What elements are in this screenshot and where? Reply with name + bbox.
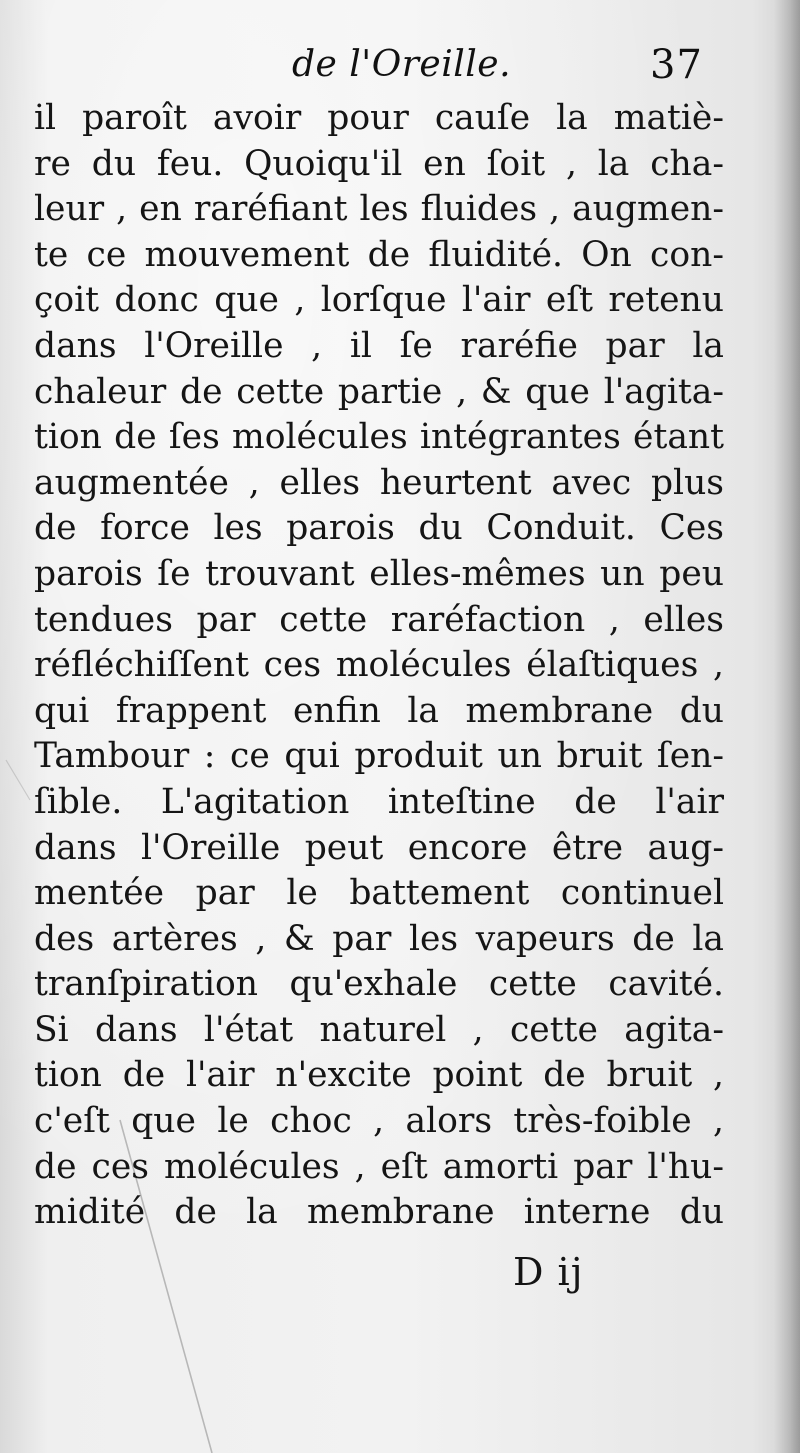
text-line: il paroît avoir pour cauſe la matiè- <box>34 98 724 138</box>
text-line: réfléchiſſent ces molécules élaſtiques , <box>34 645 724 686</box>
text-line: tendues par cette raréfaction , elles <box>34 599 724 640</box>
text-line: mentée par le battement continuel <box>34 873 724 914</box>
signature-mark: D ij <box>513 1250 584 1294</box>
page-header <box>0 44 800 100</box>
text-line: de ces molécules , eſt amorti par l'hu- <box>34 1146 724 1187</box>
text-line: leur , en raréfiant les fluides , augmen- <box>34 189 724 230</box>
text-line: parois ſe trouvant elles-mêmes un peu <box>34 553 724 594</box>
text-line: chaleur de cette partie , & que l'agita- <box>34 371 724 412</box>
text-line: c'eſt que le choc , alors très-foible , <box>34 1101 724 1142</box>
text-line: ſible. L'agitation inteſtine de l'air <box>34 781 724 822</box>
text-line: dans l'Oreille peut encore être aug- <box>34 827 724 868</box>
text-line: te ce mouvement de fluidité. On con- <box>34 234 724 275</box>
page-number: 37 <box>650 42 703 88</box>
text-line: re du feu. Quoiqu'il en ſoit , la cha- <box>34 143 724 184</box>
text-line: des artères , & par les vapeurs de la <box>34 918 724 959</box>
body-text <box>34 96 724 1236</box>
text-line: Tambour : ce qui produit un bruit ſen- <box>34 736 724 777</box>
text-line: tion de ſes molécules intégrantes étant <box>34 417 724 458</box>
text-line: Si dans l'état naturel , cette agita- <box>34 1009 724 1050</box>
text-line: tranſpiration qu'exhale cette cavité. <box>34 964 724 1005</box>
text-line: dans l'Oreille , il ſe raréfie par la <box>34 325 724 366</box>
text-line: çoit donc que , lorſque l'air eſt retenu <box>34 280 724 321</box>
text-line: de force les parois du Conduit. Ces <box>34 508 724 549</box>
text-line: midité de la membrane interne du <box>34 1192 724 1233</box>
text-line: qui frappent enfin la membrane du <box>34 690 724 731</box>
text-line: tion de l'air n'excite point de bruit , <box>34 1055 724 1096</box>
running-head: de l'Oreille. <box>292 44 512 85</box>
text-line: augmentée , elles heurtent avec plus <box>34 462 724 503</box>
